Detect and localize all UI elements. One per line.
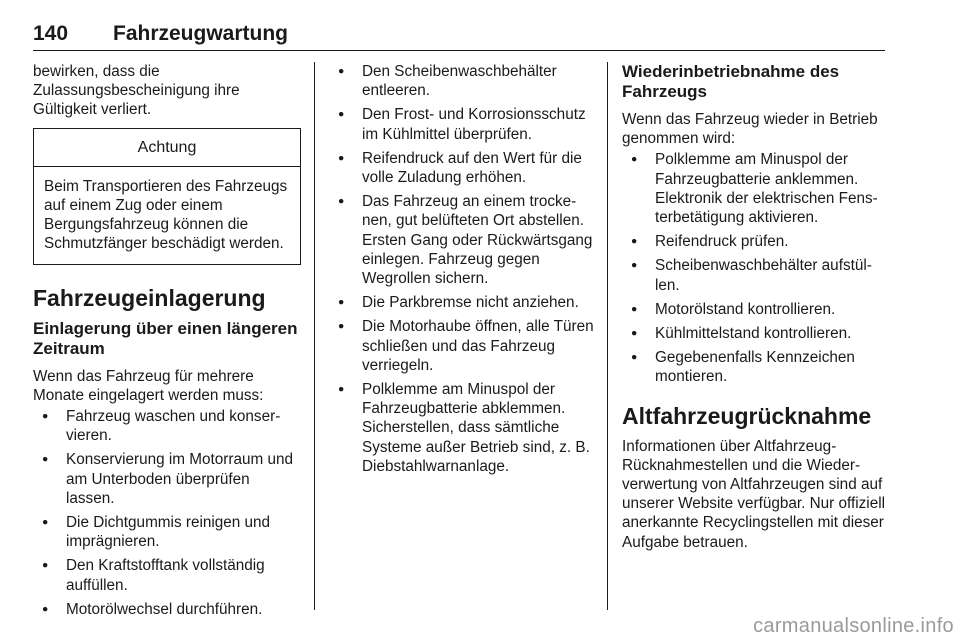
end-of-life-text: Informationen über Altfahrzeug-Rücknahmestellen und die Wiederverwertung von Altfahrzeugen sind auf unserer Website verfügbar. Nur offiziell anerkannte Recyclingstellen mit dieser Aufgabe betrauen. (622, 437, 886, 551)
list-item: ● Scheibenwaschbehälter aufstüllen. (622, 256, 890, 294)
column-divider (314, 62, 315, 610)
subheading-long-term: Einlagerung über einen längeren Zeitraum (33, 318, 298, 358)
list-item: ● Die Parkbremse nicht anziehen. (329, 293, 597, 312)
storage-list (33, 407, 301, 619)
section-heading-storage: Fahrzeugeinlagerung (33, 284, 266, 311)
list-item: ● Den Scheibenwaschbehälter entleeren. (329, 62, 597, 100)
column-right (622, 62, 890, 552)
list-item: ● Motorölwechsel durchführen. (33, 600, 301, 619)
chapter-title: Fahrzeugwartung (113, 22, 289, 45)
list-item: ● Den Kraftstofftank vollständig auffüllen. (33, 556, 301, 594)
list-item: ● Motorölstand kontrollieren. (622, 300, 890, 319)
list-item: ● Konservierung im Motorraum und am Unterboden überprüfen lassen. (33, 450, 301, 508)
list-item: ● Das Fahrzeug an einem trockenen, gut belüfteten Ort abstellen. Ersten Gang oder Rückwärtsgang einlegen. Fahrzeug gegen Wegrollen sichern. (329, 192, 597, 288)
column-middle (329, 62, 597, 481)
subheading-recommissioning: Wiederinbetriebnahme des Fahrzeugs (622, 62, 840, 101)
recommissioning-list (622, 150, 890, 386)
list-item: ● Polklemme am Minuspol der Fahrzeugbatterie anklemmen. Elektronik der elektrischen Fensterbetätigung aktivieren. (622, 150, 890, 227)
list-item: ● Kühlmittelstand kontrollieren. (622, 324, 890, 343)
list-item: ● Gegebenenfalls Kennzeichen montieren. (622, 348, 890, 386)
intro-text: bewirken, dass die Zulassungsbescheinigung ihre Gültigkeit verliert. (33, 63, 240, 119)
section-heading-end-of-life: Altfahrzeugrücknahme (622, 402, 872, 429)
list-item: ● Den Frost- und Korrosionsschutz im Kühlmittel überprüfen. (329, 105, 597, 143)
storage-list-continued (329, 62, 597, 476)
list-item: ● Polklemme am Minuspol der Fahrzeugbatterie abklemmen. Sicherstellen, dass sämtliche Systeme außer Betrieb sind, z. B. Diebstahlwarnanlage. (329, 380, 597, 476)
list-item: ● Fahrzeug waschen und konservieren. (33, 407, 301, 445)
list-item: ● Die Dichtgummis reinigen und imprägnieren. (33, 513, 301, 551)
column-left (33, 62, 301, 624)
list-item: ● Reifendruck prüfen. (622, 232, 890, 251)
warning-text: Beim Transportieren des Fahrzeugs auf einem Zug oder einem Bergungsfahrzeug können die Schmutzfänger beschädigt werden. (44, 177, 288, 253)
column-divider (607, 62, 608, 610)
list-item: ● Reifendruck auf den Wert für die volle Zuladung erhöhen. (329, 149, 597, 187)
storage-lead: Wenn das Fahrzeug für mehrere Monate eingelagert werden muss: (33, 367, 264, 404)
page-number: 140 (33, 22, 69, 45)
warning-box (33, 128, 301, 265)
watermark: carmanualsonline.info (753, 615, 954, 637)
recommissioning-lead: Wenn das Fahrzeug wieder in Betrieb genommen wird: (622, 111, 878, 148)
list-item: ● Die Motorhaube öffnen, alle Türen schließen und das Fahrzeug verriegeln. (329, 317, 597, 375)
page-header (33, 20, 885, 51)
warning-title: Achtung (34, 129, 300, 167)
